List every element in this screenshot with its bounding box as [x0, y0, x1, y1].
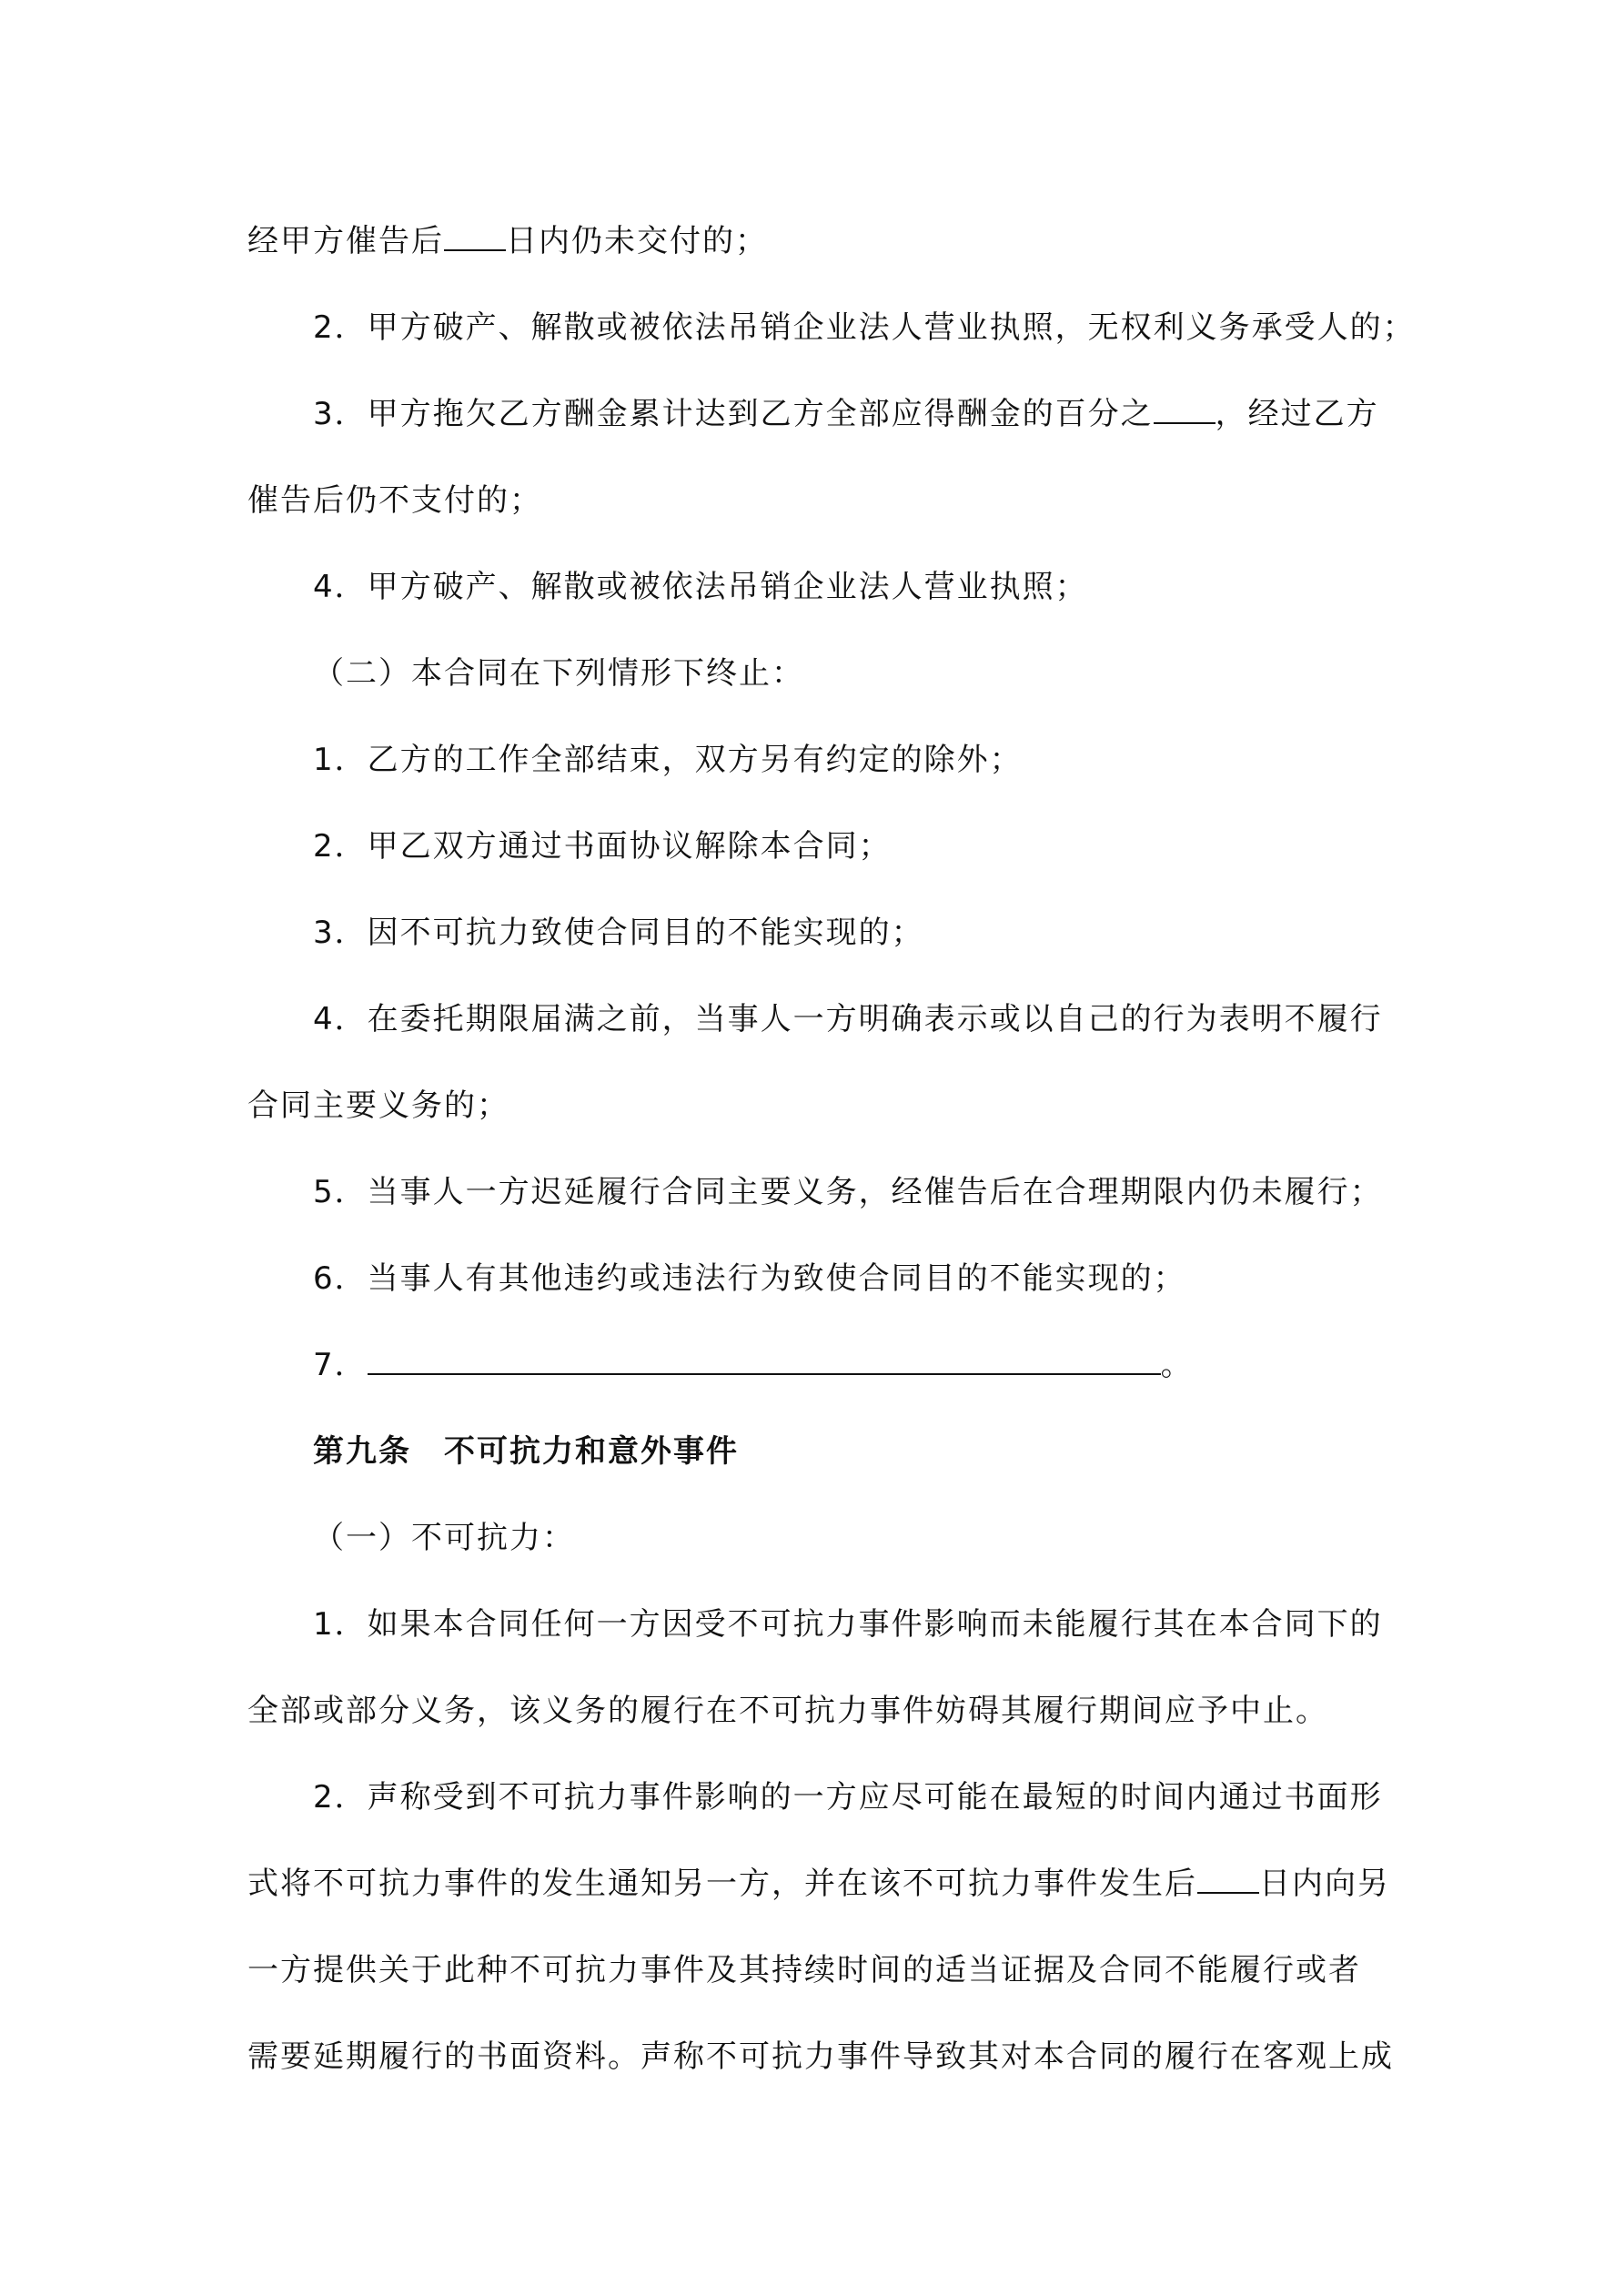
- paragraph-line: [247, 1160, 1396, 1247]
- line-text: 1．乙方的工作全部结束，双方另有约定的除外；: [313, 742, 1023, 778]
- paragraph-line: [247, 814, 1396, 901]
- line-text: 催告后仍不支付的；: [247, 482, 542, 519]
- fill-in-blank: [1154, 389, 1215, 424]
- paragraph-line: [247, 1938, 1396, 2025]
- line-text-continued: 日内向另: [1259, 1866, 1390, 1902]
- line-text: （二）本合同在下列情形下终止：: [313, 655, 804, 692]
- paragraph-line: [247, 469, 1396, 555]
- line-text-continued: ，经过乙方: [1215, 396, 1379, 432]
- line-text: 5．当事人一方迟延履行合同主要义务，经催告后在合理期限内仍未履行；: [313, 1174, 1383, 1210]
- line-text: 合同主要义务的；: [247, 1087, 509, 1124]
- paragraph-line: [247, 1679, 1396, 1765]
- line-text: 经甲方催告后: [247, 223, 444, 259]
- paragraph-line: [247, 1333, 1396, 1420]
- document-body: [247, 209, 1416, 2111]
- line-text: 4．在委托期限届满之前，当事人一方明确表示或以自己的行为表明不履行: [313, 1001, 1383, 1037]
- paragraph-line: [247, 1074, 1396, 1160]
- paragraph-line: [247, 987, 1396, 1074]
- paragraph-line: [247, 296, 1416, 382]
- paragraph-line: [247, 901, 1396, 987]
- line-text: 式将不可抗力事件的发生通知另一方，并在该不可抗力事件发生后: [247, 1866, 1197, 1902]
- line-text: 6．当事人有其他违约或违法行为致使合同目的不能实现的；: [313, 1260, 1186, 1297]
- paragraph-line: [247, 1765, 1396, 1852]
- line-text: 4．甲方破产、解散或被依法吊销企业法人营业执照；: [313, 569, 1088, 605]
- paragraph-line: [247, 1593, 1396, 1679]
- line-text: 2．声称受到不可抗力事件影响的一方应尽可能在最短的时间内通过书面形: [313, 1779, 1383, 1816]
- line-text: 3．因不可抗力致使合同目的不能实现的；: [313, 915, 924, 951]
- paragraph-line: [247, 1852, 1396, 1938]
- paragraph-line: [247, 209, 1396, 296]
- paragraph-line: [247, 2025, 1396, 2111]
- paragraph-line: [247, 1247, 1396, 1333]
- line-text: 需要延期履行的书面资料。声称不可抗力事件导致其对本合同的履行在客观上成: [247, 2038, 1394, 2075]
- paragraph-line: [247, 642, 1396, 728]
- line-text: 2．甲方破产、解散或被依法吊销企业法人营业执照，无权利义务承受人的；: [313, 309, 1416, 346]
- line-text-continued: 日内仍未交付的；: [506, 223, 768, 259]
- fill-in-blank: [444, 217, 506, 251]
- line-text: 2．甲乙双方通过书面协议解除本合同；: [313, 828, 892, 865]
- fill-in-blank: [1197, 1859, 1259, 1894]
- paragraph-line: [247, 1506, 1396, 1593]
- line-text-continued: 。: [1160, 1347, 1194, 1383]
- line-text: 3．甲方拖欠乙方酬金累计达到乙方全部应得酬金的百分之: [313, 396, 1154, 432]
- paragraph-line: [247, 728, 1396, 814]
- line-text: 全部或部分义务，该义务的履行在不可抗力事件妨碍其履行期间应予中止。: [247, 1693, 1328, 1729]
- fill-in-blank: [368, 1340, 1161, 1375]
- line-text: （一）不可抗力：: [313, 1520, 575, 1556]
- paragraph-line: [247, 555, 1396, 642]
- paragraph-line: [247, 382, 1396, 469]
- section-heading: [247, 1420, 1396, 1506]
- line-text: 第九条 不可抗力和意外事件: [313, 1433, 739, 1470]
- line-text: 一方提供关于此种不可抗力事件及其持续时间的适当证据及合同不能履行或者: [247, 1952, 1361, 1988]
- line-text: 1．如果本合同任何一方因受不可抗力事件影响而未能履行其在本合同下的: [313, 1606, 1383, 1643]
- line-text: 7．: [313, 1347, 368, 1383]
